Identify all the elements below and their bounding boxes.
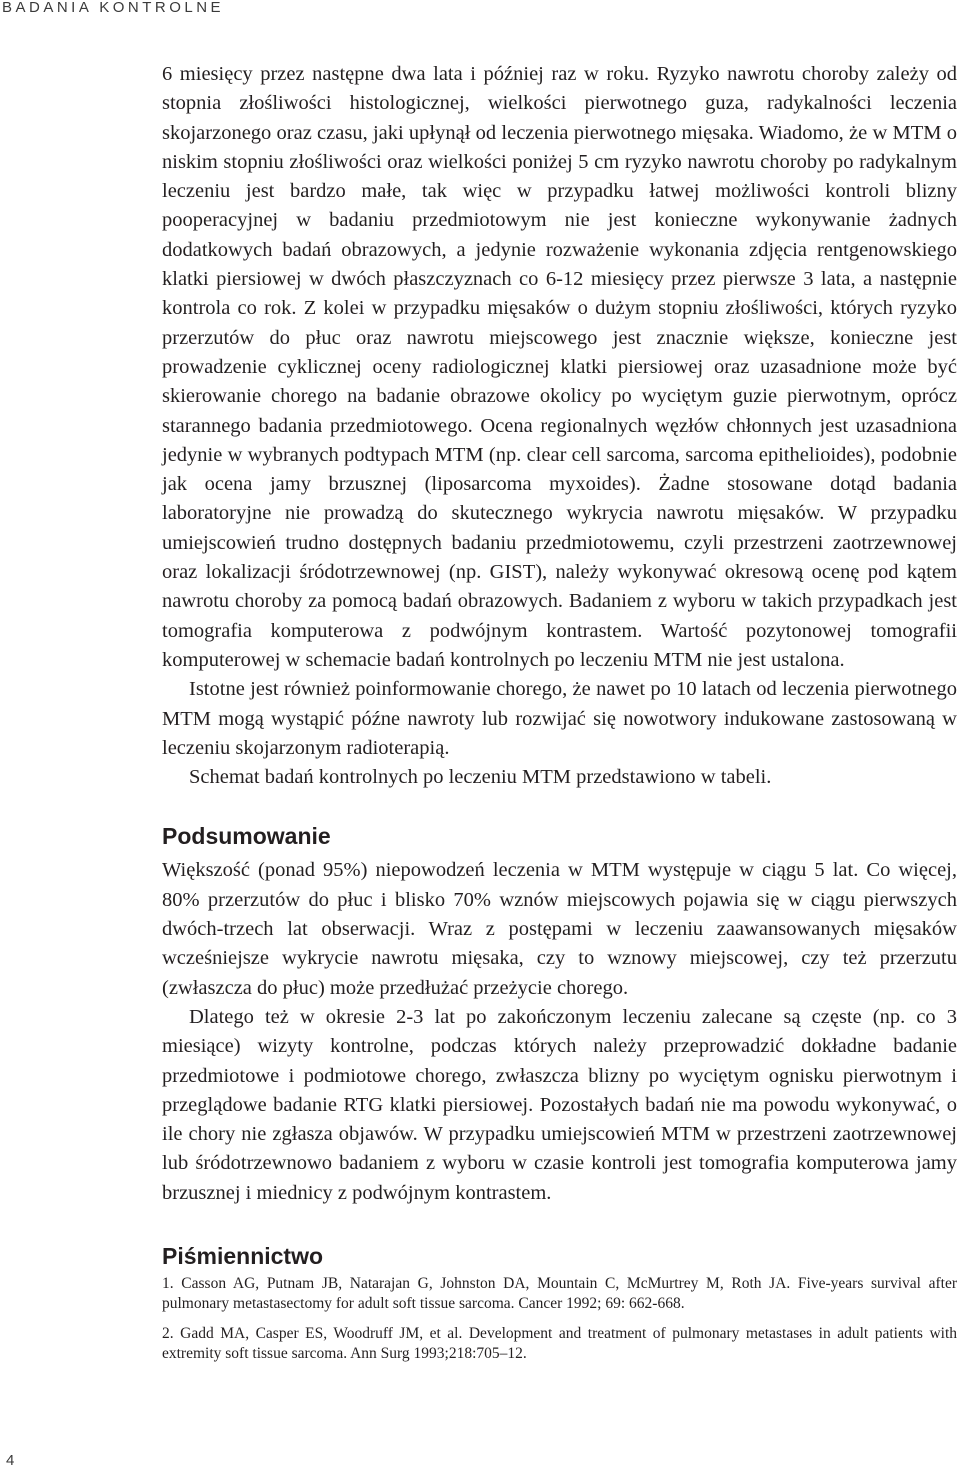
- summary-paragraph: Dlatego też w okresie 2-3 lat po zakończonym leczeniu zalecane są częste (np. co 3 miesiące) wizyty kontrolne, podczas których należy przeprowadzić dokładne badanie przedmiotowe i podmiotowe chorego, zwłaszcza blizny po wyciętym ognisku pierwotnym i przeglądowe badanie RTG klatki piersiowej. Pozostałych badań nie ma powodu wykonywać, o ile chory nie zgłasza objawów. W przypadku umiejscowień MTM w przestrzeni zaotrzewnowej lub śródotrzewnowo badaniem z wyboru w czasie kontroli jest tomografia komputerowa jamy brzusznej i miednicy z podwójnym kontrastem.: [162, 1005, 957, 1204]
- running-header: BADANIA KONTROLNE: [2, 0, 225, 16]
- reference-item: [162, 1324, 957, 1364]
- page-content: [162, 60, 957, 1364]
- references-heading: Piśmiennictwo: [162, 1242, 324, 1269]
- references-list: [162, 1274, 957, 1364]
- body-paragraph: 6 miesięcy przez następne dwa lata i później raz w roku. Ryzyko nawrotu choroby zależy od stopnia złośliwości histologicznej, wielkości pierwotnego guza, radykalności leczenia skojarzonego oraz czasu, jaki upłynął od leczenia pierwotnego mięsaka. Wiadomo, że w MTM o niskim stopniu złośliwości oraz wielkości poniżej 5 cm ryzyko nawrotu choroby po radykalnym leczeniu jest bardzo małe, tak więc w przypadku łatwej możliwości kontroli blizny pooperacyjnej w badaniu przedmiotowym nie jest konieczne wykonywanie żadnych dodatkowych badań obrazowych, a jedynie rozważenie wykonania zdjęcia rentgenowskiego klatki piersiowej w dwóch płaszczyznach co 6-12 miesięcy przez pierwsze 3 lata, a następnie kontrola co rok. Z kolei w przypadku mięsaków o dużym stopniu złośliwości, których ryzyko przerzutów do płuc oraz nawrotu miejscowego jest znacznie większe, konieczne jest prowadzenie cyklicznej oceny radiologicznej klatki piersiowej oraz uzasadnione może być skierowanie chorego na badanie obrazowe okolicy po wyciętym guzie pierwotnym, oprócz starannego badania przedmiotowego. Ocena regionalnych węzłów chłonnych jest uzasadniona jedynie w wybranych podtypach MTM (np. clear cell sarcoma, sarcoma epithelioides), podobnie jak ocena jamy brzusznej (liposarcoma myxoides). Żadne stosowane dotąd badania laboratoryjne nie prowadzą do skutecznego wykrycia nawrotu mięsaków. W przypadku umiejscowień trudno dostępnych badaniu przedmiotowemu, czyli przestrzeni zaotrzewnowej oraz lokalizacji śródotrzewnowej (np. GIST), należy wykonywać okresową ocenę pod kątem nawrotu choroby za pomocą badań obrazowych. Badaniem z wyboru w takich przypadkach jest tomografia komputerowa z podwójnym kontrastem. Wartość pozytonowej tomografii komputerowej w schemacie badań kontrolnych po leczeniu MTM nie jest ustalona.: [162, 63, 957, 671]
- summary-paragraph: Większość (ponad 95%) niepowodzeń leczenia w MTM występuje w ciągu 5 lat. Co więcej, 80% przerzutów do płuc i blisko 70% wznów miejscowych pojawia się w ciągu pierwszych dwóch-trzech lat obserwacji. Wraz z postępami w leczeniu zaawansowanych mięsaków wcześniejsze wykrycie nawrotu mięsaka, czy to wznowy miejscowej, czy też przerzutu (zwłaszcza do płuc) może przedłużać przeżycie chorego.: [162, 859, 957, 999]
- reference-number: 1.: [162, 1274, 174, 1292]
- body-paragraph: Istotne jest również poinformowanie chorego, że nawet po 10 latach od leczenia pierwotnego MTM mogą wystąpić późne nawroty lub rozwijać się nowotwory indukowane zastosowaną w leczeniu skojarzonym radioterapią.: [162, 678, 957, 759]
- body-paragraph: Schemat badań kontrolnych po leczeniu MTM przedstawiono w tabeli.: [189, 766, 772, 789]
- reference-text: Gadd MA, Casper ES, Woodruff JM, et al. Development and treatment of pulmonary metastases in adult patients with extremity soft tissue sarcoma. Ann Surg 1993;218:705–12.: [162, 1324, 957, 1362]
- page-number: 4: [6, 1452, 15, 1469]
- summary-heading: Podsumowanie: [162, 823, 331, 850]
- reference-text: Casson AG, Putnam JB, Natarajan G, Johnston DA, Mountain C, McMurtrey M, Roth JA. Five-years survival after pulmonary metastasectomy for adult soft tissue sarcoma. Cancer 1992; 69: 662-668.: [162, 1274, 958, 1312]
- reference-number: 2.: [162, 1324, 174, 1342]
- reference-item: [162, 1274, 957, 1314]
